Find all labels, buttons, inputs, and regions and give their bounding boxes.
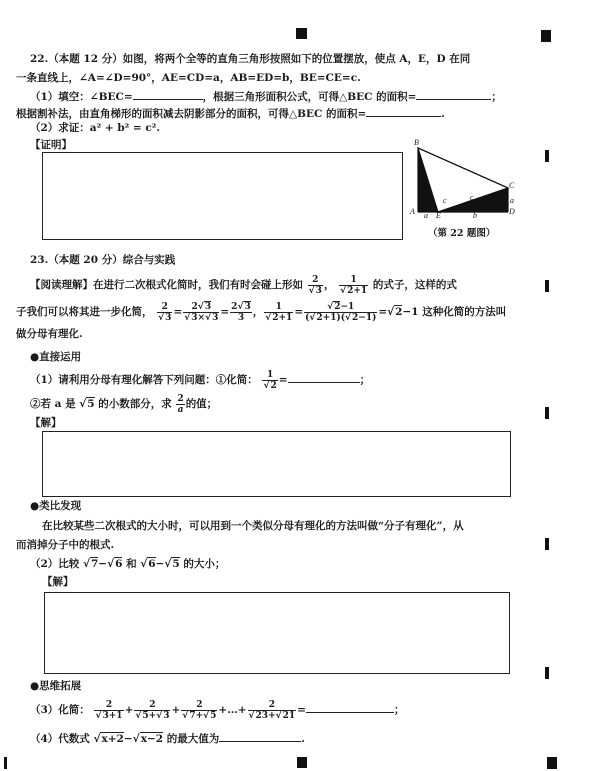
q23-analogy-line2: 而消掉分子中的根式.	[16, 539, 115, 551]
q23-q1-text-c: ；	[359, 374, 371, 386]
q22-part1	[30, 89, 502, 104]
fraction-example-1a: $\frac{2}{√3}$	[158, 301, 172, 323]
fraction-series-3: $\frac{2}{√7+√5}$	[182, 699, 217, 721]
registration-mark-bottom-right	[547, 757, 557, 769]
q23-q4-blank[interactable]	[219, 731, 301, 742]
q23-q4-text-c: .	[301, 733, 305, 745]
q22-line2: 一条直线上，∠A=∠D=90°，AE=CD=a，AB=ED=b，BE=CE=c.	[16, 72, 361, 84]
q23-answer-box-1[interactable]	[42, 431, 511, 497]
fig-label-a-side1: a	[424, 211, 428, 220]
q23-reading-text-c: 子我们可以将其进一步化简，	[16, 306, 153, 318]
fig-label-b: B	[414, 138, 419, 147]
fraction-2-over-a: $\frac{2}{a}$	[177, 393, 184, 415]
q23-q4-text-b: 的最大值为	[166, 733, 220, 745]
q22-blank-area1[interactable]	[416, 89, 491, 100]
q23-q1-text-a: （1）请利用分母有理化解答下列问题：①化简：	[30, 374, 258, 386]
q22-proof-answer-box[interactable]	[42, 152, 403, 240]
fig-label-d: D	[509, 207, 515, 216]
fraction-example-1c: $\frac{2√3}{3}$	[231, 301, 251, 323]
fig-label-b-side2: b	[420, 186, 424, 195]
fraction-2-over-sqrt3: $\frac{2}{√3}$	[308, 274, 322, 296]
fig-label-c-side2: c	[443, 196, 447, 205]
registration-mark-top	[296, 28, 307, 39]
binding-mark-right-2	[545, 280, 549, 292]
fraction-1-over-sqrt2-plus-1: $\frac{1}{√2+1}$	[340, 274, 368, 296]
q23-q1	[30, 368, 370, 392]
q22-part1-text-b: ，根据三角形面积公式，可得△BEC 的面积=	[202, 91, 417, 103]
q23-q2: （2）比较 √7−√6 和 √6−√5 的大小；	[30, 558, 226, 570]
registration-mark-bottom	[297, 757, 307, 768]
q23-answer-box-2[interactable]	[44, 592, 510, 674]
binding-mark-right-3	[545, 407, 549, 419]
q22-figure-caption: （第 22 题图）	[428, 228, 496, 239]
q23-q1-part2: ②若 a 是 √5 的小数部分，求 $\frac{2}{a}$ 的值；	[30, 393, 218, 415]
q23-reading-line2: 子我们可以将其进一步化简， $\frac{2}{√3}$ = $\frac{2√3}{√3\times√3}$ = $\frac{2√3}{3}$ ， $\frac{1}{√2+1}$ = $\frac{√2-1}{(√2+1)(√2-1)}$ =√2−1 这种化简的方法叫	[16, 301, 507, 323]
q23-section-extension: ●思维拓展	[30, 680, 82, 692]
segment-bd	[418, 148, 508, 188]
fraction-1-over-sqrt2: $\frac{1}{√2}$	[263, 369, 277, 391]
registration-mark-top-right	[541, 30, 551, 42]
q22-part1-line2	[16, 106, 445, 121]
q23-q3-text-c: ；	[393, 704, 405, 716]
q23-section-analogy: ●类比发现	[30, 500, 82, 512]
fig-label-a-side2: a	[510, 196, 514, 205]
binding-mark-right-4	[545, 538, 549, 550]
q22-proof-label: 【证明】	[30, 139, 72, 151]
q23-reading-text-a: 【阅读理解】在进行二次根式化简时，我们有时会碰上形如	[30, 279, 303, 291]
q23-q3-text-b: =	[297, 704, 306, 716]
fig-label-e: E	[436, 211, 441, 220]
q23-reading-text-b: 的式子，这样的式	[372, 279, 457, 291]
q23-q2-text-b: 和	[126, 558, 137, 570]
q23-reading-line3: 做分母有理化.	[16, 328, 83, 340]
q23-q1-blank[interactable]	[288, 372, 360, 383]
q23-q2-text-a: （2）比较	[30, 558, 80, 570]
q23-solution-label-1: 【解】	[30, 417, 62, 429]
q23-analogy-line1: 在比较某些二次根式的大小时，可以用到一个类似分母有理化的方法叫做“分子有理化”，从	[42, 520, 464, 532]
q23-q1-text-b: =	[278, 374, 288, 386]
q23-header: 23.（本题 20 分）综合与实践	[30, 254, 176, 266]
fig-label-b-side1: b	[473, 211, 477, 220]
q22-part1-text-c: ；	[491, 91, 502, 103]
fraction-series-2: $\frac{2}{√5+√3}$	[135, 699, 170, 721]
q23-solution-label-2: 【解】	[42, 576, 74, 588]
q22-blank-area2[interactable]	[366, 106, 441, 117]
q23-q3: （3）化简： $\frac{2}{√3+1}$ + $\frac{2}{√5+√3}$ + $\frac{2}{√7+√5}$ +…+ $\frac{2}{√23+√21}$ = ；	[30, 699, 405, 721]
q22-part1-end: .	[441, 108, 445, 120]
q23-q3-blank[interactable]	[306, 702, 394, 713]
binding-mark-right-1	[545, 150, 549, 162]
q23-reading-text-d: 这种化简的方法叫	[422, 306, 507, 318]
binding-mark-right-5	[545, 667, 549, 679]
q23-q2-text-c: 的大小；	[183, 558, 226, 570]
binding-mark-left-bottom	[4, 757, 7, 769]
q23-reading-line1: 【阅读理解】在进行二次根式化简时，我们有时会碰上形如 $\frac{2}{√3}$ ， $\frac{1}{√2+1}$ 的式子，这样的式	[30, 274, 457, 296]
fraction-series-1: $\frac{2}{√3+1}$	[95, 699, 123, 721]
fig-label-c: C	[509, 181, 515, 190]
q23-q1-part2-text-a: ②若 a 是	[30, 398, 76, 410]
fraction-example-2a: $\frac{1}{√2+1}$	[265, 301, 293, 323]
q23-q1-part2-text-b: 的小数部分，求	[98, 398, 172, 410]
q23-q4: （4）代数式 √x+2−√x−2 的最大值为 .	[30, 733, 305, 745]
q23-q3-text-a: （3）化简：	[30, 704, 90, 716]
q22-part1-line2-text: 根据割补法，由直角梯形的面积减去阴影部分的面积，可得△BEC 的面积=	[16, 108, 367, 120]
fraction-example-2b: $\frac{√2-1}{(√2+1)(√2-1)}$	[305, 301, 377, 323]
q22-part2: （2）求证：a² + b² = c².	[30, 122, 161, 134]
q22-part1-text-a: （1）填空：∠BEC=	[30, 91, 133, 103]
q23-section-direct: ●直接运用	[30, 351, 82, 363]
fraction-series-last: $\frac{2}{√23+√21}$	[248, 699, 296, 721]
fraction-example-1b: $\frac{2√3}{√3\times√3}$	[184, 301, 219, 323]
q23-q4-text-a: （4）代数式	[30, 733, 90, 745]
q22-header: 22.（本题 12 分）如图，将两个全等的直角三角形按照如下的位置摆放，使点 A，E，D 在同	[30, 53, 471, 65]
fig-label-c-side1: c	[470, 193, 474, 202]
fig-label-a: A	[410, 207, 415, 216]
q22-blank-angle[interactable]	[133, 89, 203, 100]
q23-q1-part2-text-c: 的值；	[185, 398, 218, 410]
